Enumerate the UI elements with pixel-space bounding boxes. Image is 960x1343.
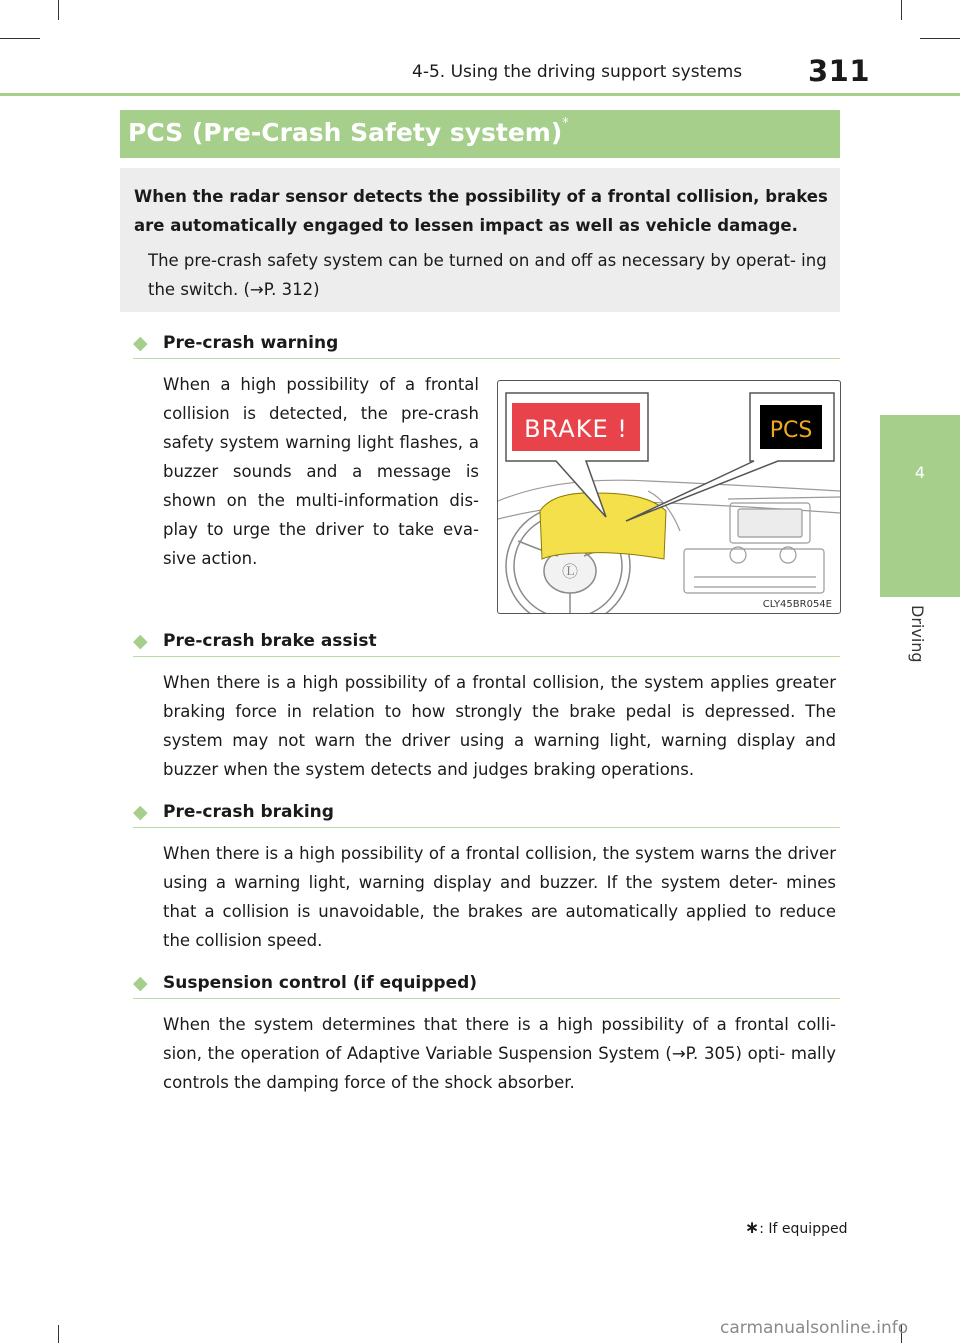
intro-summary: When the radar sensor detects the possibility of a frontal collision, brakes are automatically engaged to lessen impact as well as vehicle damage. [134, 187, 828, 235]
footnote [745, 1218, 847, 1238]
svg-text:Ⓛ: Ⓛ [561, 562, 579, 581]
diamond-icon: ◆ [133, 332, 148, 354]
section-heading-label: Pre-crash brake assist [163, 631, 377, 651]
section-body: When there is a high possibility of a frontal collision, the system applies greater braking force in relation to how strongly the brake pedal is depressed. The system may not warn the driver using a warning light, warning display and buzzer when the system detects and judges braking operations. [163, 673, 836, 779]
crop-mark [58, 0, 59, 20]
page-title-bar [120, 110, 840, 158]
section-body: When the system determines that there is a high possibility of a frontal colli- sion, the operation of Adaptive Variable Suspension System (→P. 305) opti- mally controls the damping force of the shock absorber. [163, 1015, 836, 1092]
page-title [128, 118, 569, 147]
section-heading-label: Pre-crash braking [163, 802, 334, 822]
section-path: 4-5. Using the driving support systems [412, 62, 743, 82]
diamond-icon: ◆ [133, 972, 148, 994]
crop-mark [901, 0, 902, 20]
section-body: When there is a high possibility of a frontal collision, the system warns the driver using a warning light, warning display and buzzer. If the system deter- mines that a collision is unavoidable, the brakes are automatically applied to reduce the collision speed. [163, 844, 836, 950]
chapter-label-wrap [905, 605, 935, 675]
section-heading [133, 801, 840, 828]
section-heading-label: Pre-crash warning [163, 333, 339, 353]
diamond-icon: ◆ [133, 630, 148, 652]
intro-note: The pre-crash safety system can be turned on and off as necessary by operat- ing the switch. (→P. 312) [148, 251, 827, 299]
pcs-illustration [497, 380, 841, 614]
section-heading-label: Suspension control (if equipped) [163, 973, 478, 993]
crop-mark [58, 1325, 59, 1343]
asterisk-icon: ∗ [745, 1218, 760, 1238]
footnote-text: : If equipped [759, 1221, 848, 1237]
title-asterisk: * [562, 116, 569, 131]
section-heading [133, 630, 840, 657]
diamond-icon: ◆ [133, 801, 148, 823]
header-divider [0, 93, 960, 96]
page-number: 311 [808, 54, 871, 88]
chapter-tab [880, 415, 960, 597]
illustration-code: CLY45BR054E [762, 599, 832, 610]
watermark: carmanualsonline.info [720, 1318, 909, 1338]
crop-mark [920, 38, 960, 39]
brake-message: BRAKE ! [524, 415, 628, 443]
intro-box [120, 168, 840, 312]
section-body: When a high possibility of a frontal collision is detected, the pre-crash safety system warning light flashes, a buzzer sounds and a message is shown on the multi-information dis- play to urge the driver to take eva- sive action. [163, 375, 479, 568]
crop-mark [0, 38, 40, 39]
chapter-label: Driving [908, 605, 927, 663]
dashboard-drawing [498, 381, 840, 613]
chapter-number: 4 [914, 463, 926, 482]
page-title-text: PCS (Pre-Crash Safety system) [128, 118, 563, 147]
section-heading [133, 332, 840, 359]
section-heading [133, 972, 840, 999]
pcs-warning-light: PCS [769, 418, 813, 443]
